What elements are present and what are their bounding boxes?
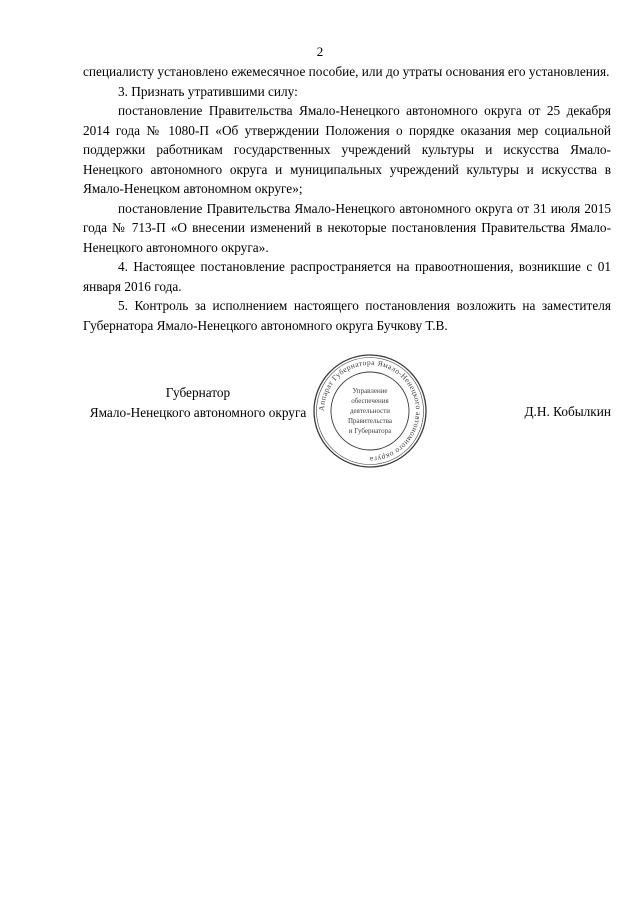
signatory-title-line2: Ямало-Ненецкого автономного округа xyxy=(89,404,307,420)
signatory-name: Д.Н. Кобылкин xyxy=(524,404,611,419)
seal-center-line1: Управление xyxy=(352,387,388,395)
seal-center-line4: Правительства xyxy=(347,417,393,425)
seal-center-line3: деятельности xyxy=(349,407,391,415)
signature-block xyxy=(83,357,611,473)
paragraph-continuation: специалисту установлено ежемесячное пособие, или до утраты основания его установления. xyxy=(83,64,610,79)
official-seal xyxy=(311,352,429,470)
paragraph-item-4: 4. Настоящее постановление распространяется на правоотношения, возникшие с 01 января 2016 года. xyxy=(83,259,611,294)
signatory-title-line1: Губернатор xyxy=(165,385,231,400)
page-number: 2 xyxy=(316,44,324,59)
paragraph-repealed-act-2: постановление Правительства Ямало-Ненецкого автономного округа от 31 июля 2015 года № 713-П «О внесении изменений в некоторые постановления Правительства Ямало-Ненецкого автономного округа». xyxy=(83,200,611,255)
seal-ring-text: Аппарат Губернатора Ямало-Ненецкого автономного округа xyxy=(316,357,424,465)
seal-center-line5: и Губернатора xyxy=(348,427,392,435)
paragraph-repealed-act-1: постановление Правительства Ямало-Ненецкого автономного округа от 25 декабря 2014 года № 1080-П «Об утверждении Положения о порядке оказания мер социальной поддержки работникам государственных учреждений культуры и искусства Ямало-Ненецкого автономного округа и муниципальных учреждений культуры и искусства в Ямало-Ненецком автономном округе»; xyxy=(83,103,611,196)
signatory-title xyxy=(83,383,313,422)
paragraph-item-5: 5. Контроль за исполнением настоящего постановления возложить на заместителя Губернатора Ямало-Ненецкого автономного округа Бучкову Т.В. xyxy=(83,298,611,333)
paragraph-item-3: 3. Признать утратившими силу: xyxy=(118,83,298,99)
seal-center-line2: обеспечения xyxy=(351,397,389,405)
document-body xyxy=(83,62,611,335)
